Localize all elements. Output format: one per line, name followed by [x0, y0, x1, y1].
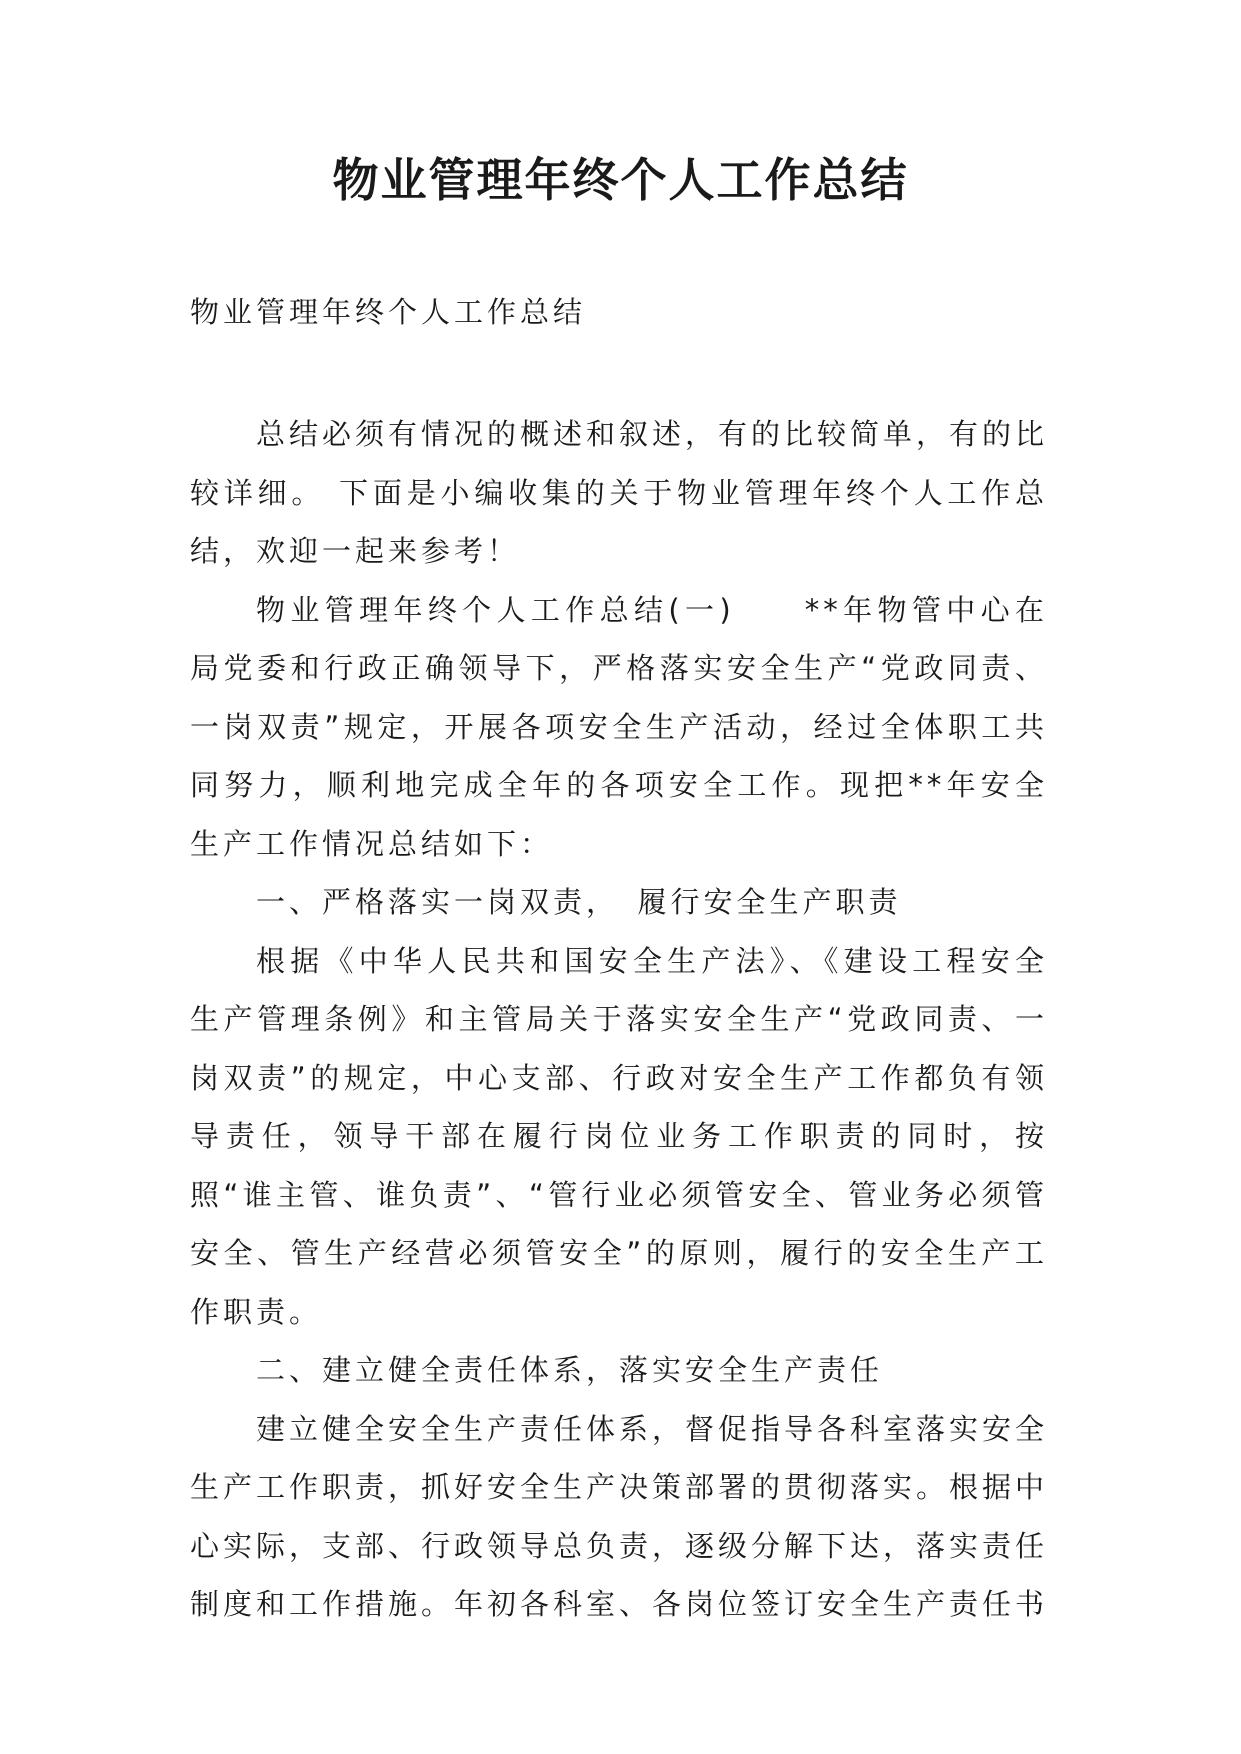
section-1-paragraph: 根据《中华人民共和国安全生产法》、《建设工程安全生产管理条例》和主管局关于落实安全生产“党政同责、一岗双责”的规定，中心支部、行政对安全生产工作都负有领导责任，领导干部在履行岗位业务工作职责的同时，按照“谁主管、谁负责”、“管行业必须管安全、管业务必须管安全、管生产经营必须管安全”的原则，履行的安全生产工作职责。 — [190, 943, 1048, 1329]
intro-paragraph: 总结必须有情况的概述和叙述，有的比较简单，有的比较详细。 下面是小编收集的关于物业管理年终个人工作总结，欢迎一起来参考！ — [190, 417, 1049, 568]
section-heading-2: 二、建立健全责任体系，落实安全生产责任 — [256, 1353, 884, 1387]
document-title: 物业管理年终个人工作总结 — [332, 153, 909, 207]
document-subtitle: 物业管理年终个人工作总结 — [190, 295, 587, 329]
section-heading-1: 一、严格落实一岗双责， 履行安全生产职责 — [256, 885, 902, 919]
document-body — [190, 405, 1048, 1634]
section-2-paragraph: 建立健全安全生产责任体系，督促指导各科室落实安全生产工作职责，抓好安全生产决策部署的贯彻落实。根据中心实际，支部、行政领导总负责，逐级分解下达，落实责任制度和工作措施。年初各科室、各岗位签订安全生产责任书 — [190, 1411, 1049, 1621]
summary-paragraph: 物业管理年终个人工作总结(一) **年物管中心在局党委和行政正确领导下，严格落实安全生产“党政同责、一岗双责”规定，开展各项安全生产活动，经过全体职工共同努力，顺利地完成全年的各项安全工作。现把**年安全生产工作情况总结如下： — [190, 592, 1048, 861]
